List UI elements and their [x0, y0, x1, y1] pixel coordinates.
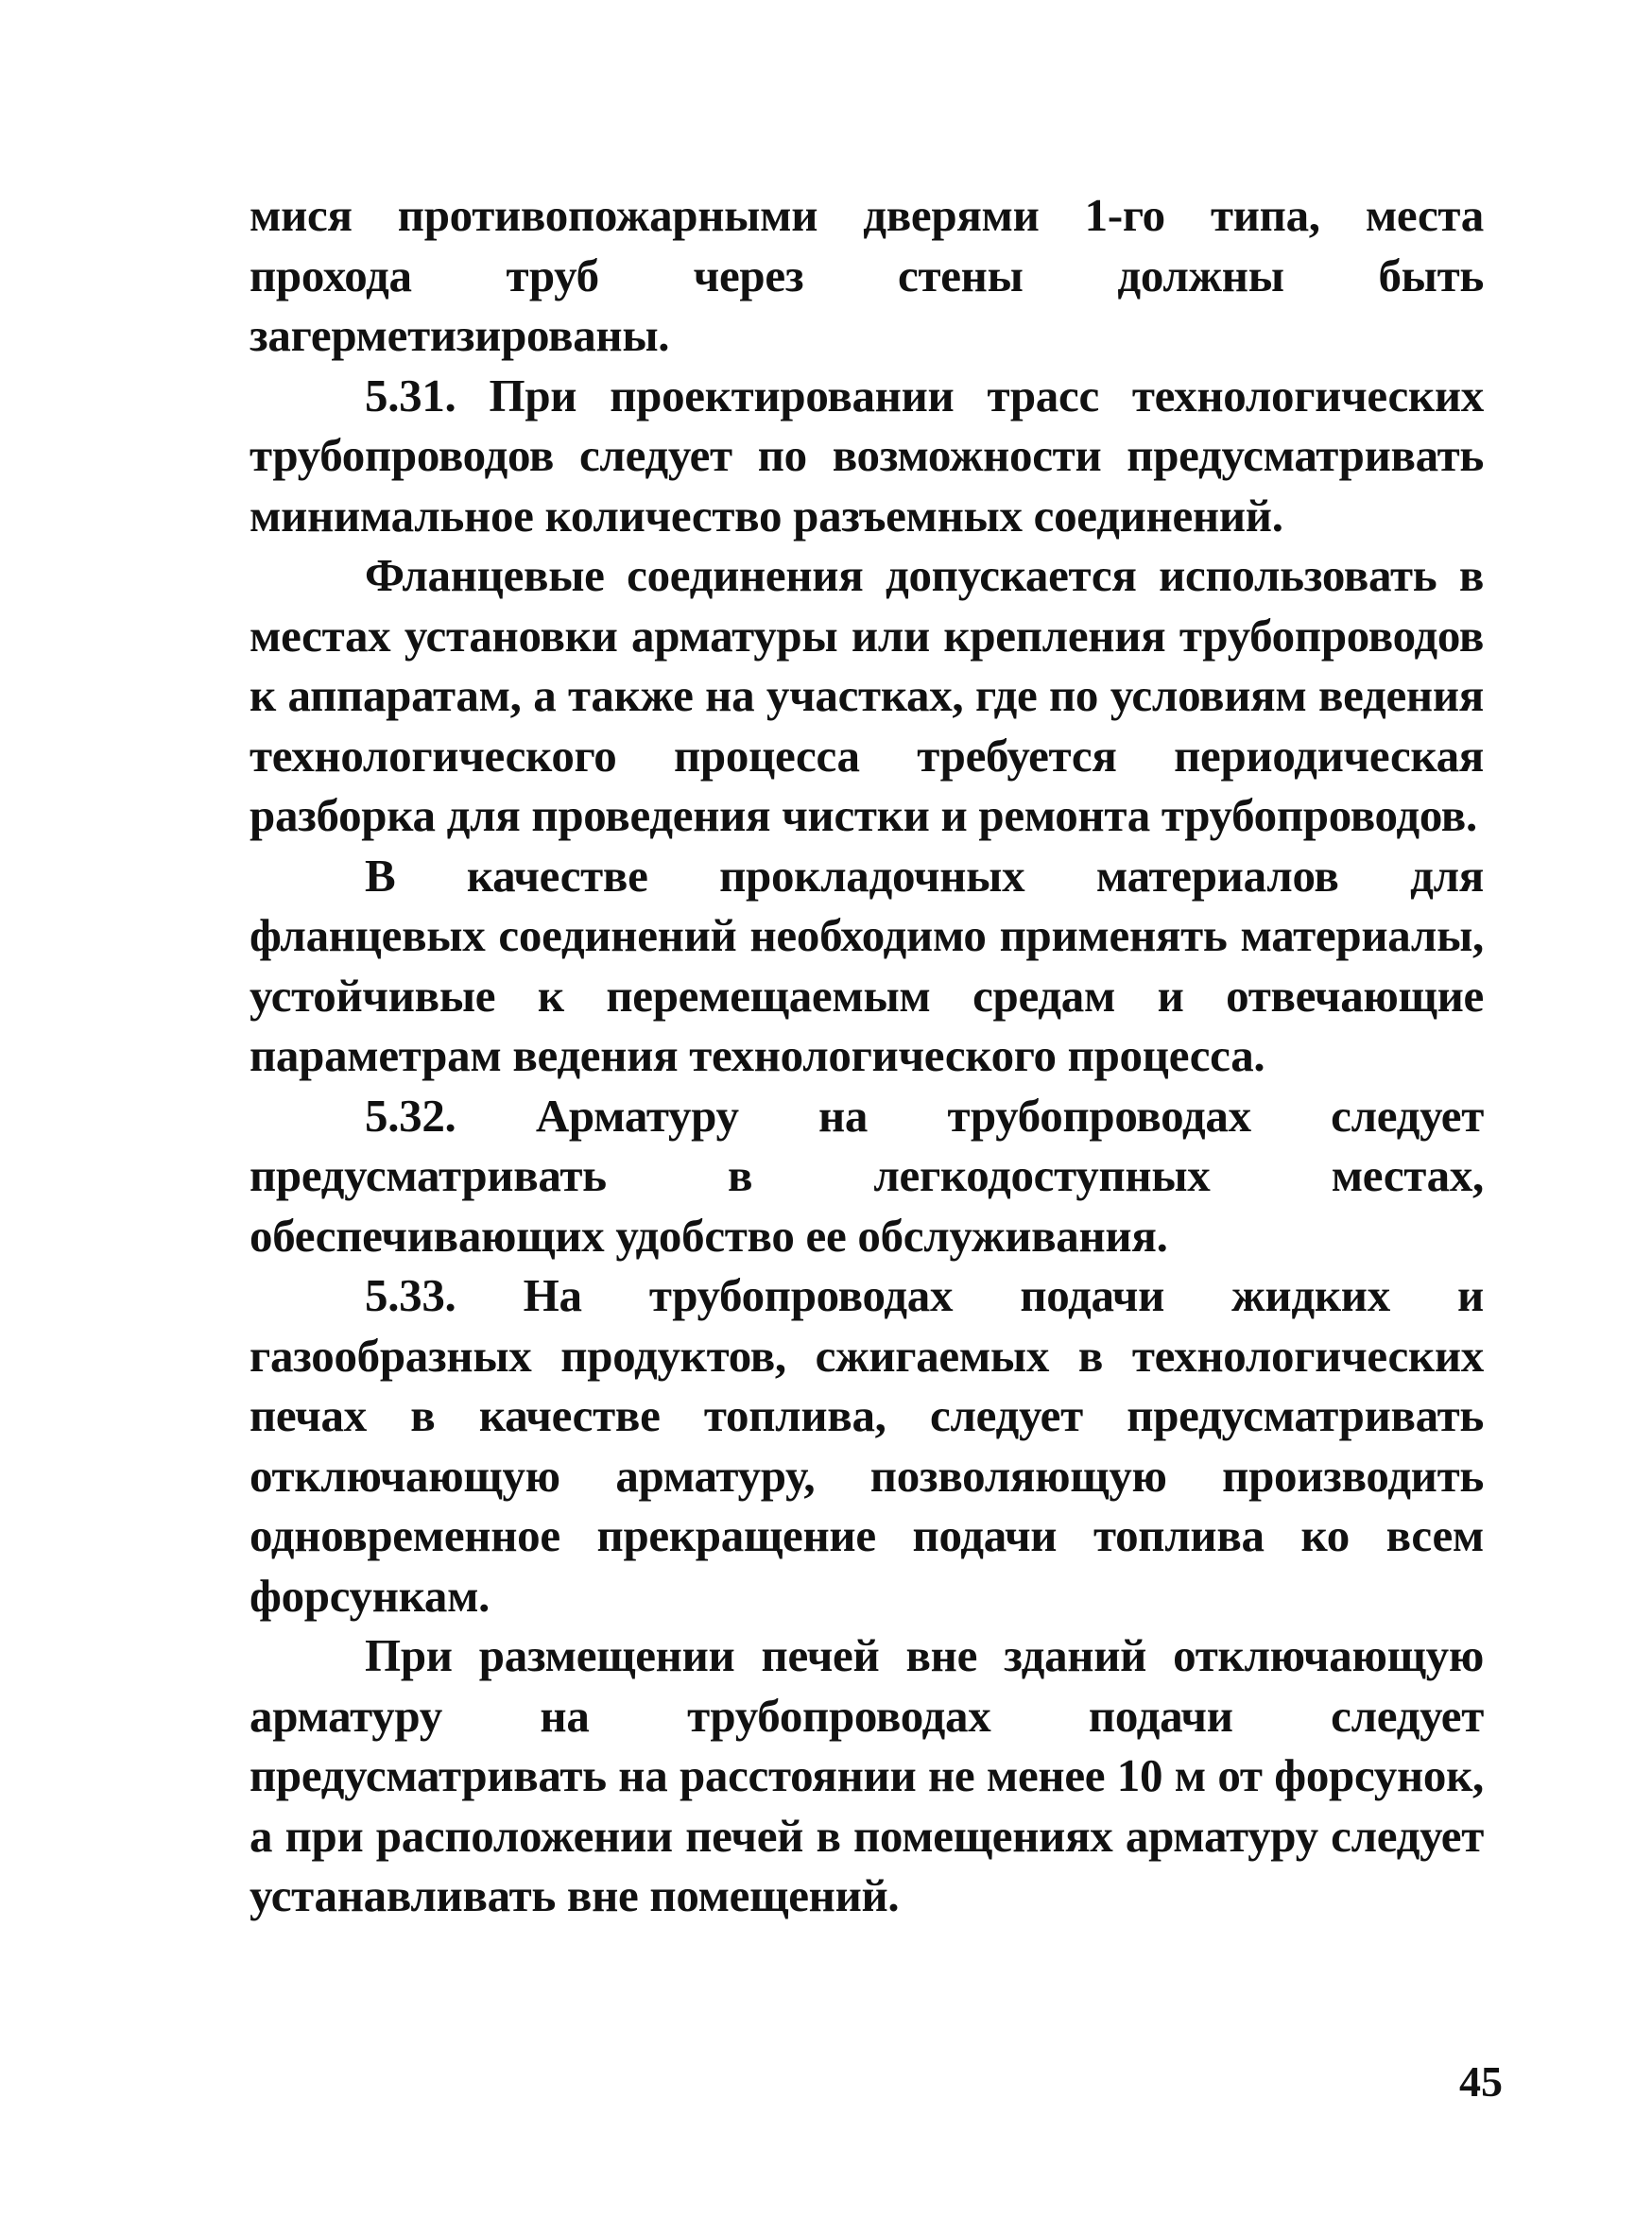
paragraph-continuation: мися противопожарными дверями 1-го типа, места прохода труб через стены должны быть загерметизированы.: [250, 189, 1484, 361]
paragraph-gasket-materials: В качестве прокладочных материалов для фланцевых соединений необходимо применять материалы, устойчивые к перемещаемым средам и отвечающие параметрам ведения технологического процесса.: [250, 849, 1484, 1081]
paragraph-clause-5-33: 5.33. На трубопроводах подачи жидких и газообразных продуктов, сжигаемых в технологических печах в качестве топлива, следует предусматривать отключающую арматуру, позволяющую производить одновременное прекращение подачи топлива ко всем форсункам.: [250, 1269, 1484, 1622]
paragraph-flange-connections: Фланцевые соединения допускается использовать в местах установки арматуры или крепления трубопроводов к аппаратам, а также на участках, где по условиям ведения технологического процесса требуется периодическая разборка для проведения чистки и ремонта трубопроводов.: [250, 549, 1484, 841]
paragraph-furnace-placement: При размещении печей вне зданий отключающую арматуру на трубопроводах подачи следует предусматривать на расстоянии не менее 10 м от форсунок, а при расположении печей в помещениях арматуру следует устанавливать вне помещений.: [250, 1629, 1484, 1921]
paragraph-clause-5-31: 5.31. При проектировании трасс технологических трубопроводов следует по возможности предусматривать минимальное количество разъемных соединений.: [250, 369, 1484, 542]
paragraph-clause-5-32: 5.32. Арматуру на трубопроводах следует предусматривать в легкодоступных местах, обеспечивающих удобство ее обслуживания.: [250, 1089, 1484, 1262]
body-text: [250, 185, 1484, 1926]
page-number: 45: [1459, 2057, 1503, 2106]
